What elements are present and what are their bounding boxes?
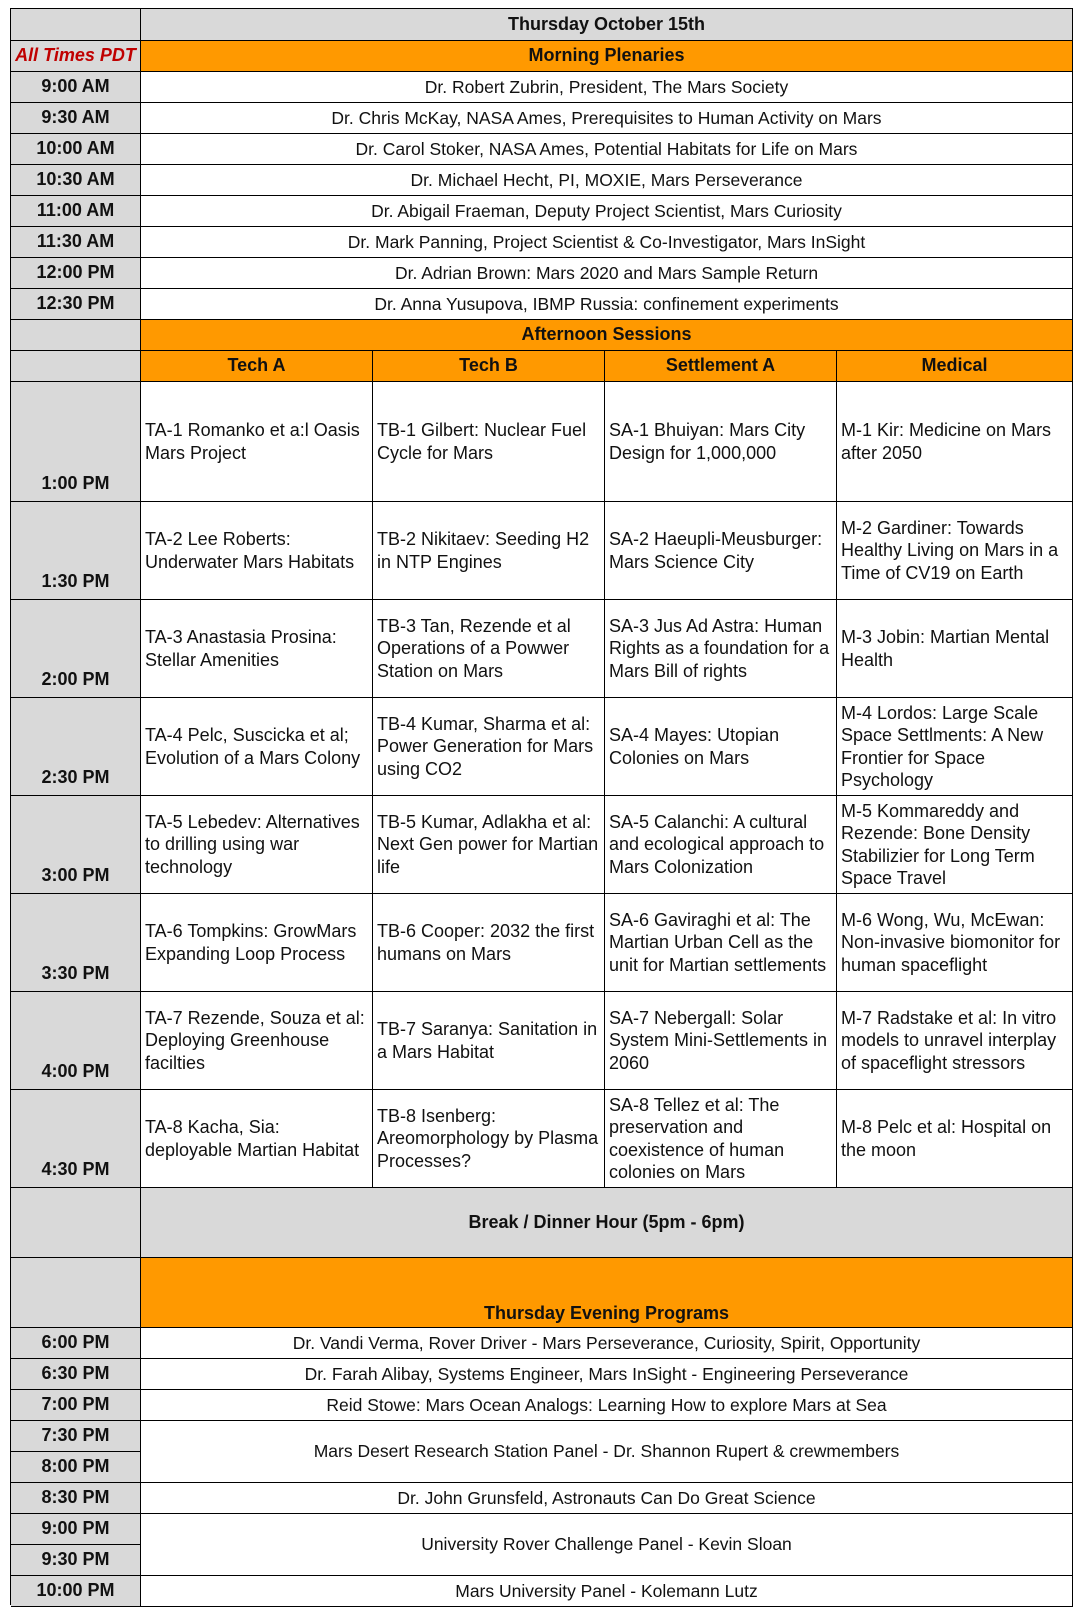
time-label-empty bbox=[11, 351, 141, 382]
time-label: 11:30 AM bbox=[11, 227, 141, 258]
time-label: 2:00 PM bbox=[11, 600, 141, 698]
plenary-talk: Dr. Robert Zubrin, President, The Mars Society bbox=[141, 72, 1073, 103]
session-cell: M-5 Kommareddy and Rezende: Bone Density Stabilizier for Long Term Space Travel bbox=[837, 796, 1073, 894]
plenary-talk: Dr. Chris McKay, NASA Ames, Prerequisites to Human Activity on Mars bbox=[141, 103, 1073, 134]
session-cell: M-7 Radstake et al: In vitro models to unravel interplay of spaceflight stressors bbox=[837, 992, 1073, 1090]
time-zone-note: All Times PDT bbox=[11, 41, 141, 72]
time-label: 1:30 PM bbox=[11, 502, 141, 600]
evening-programs-header: Thursday Evening Programs bbox=[141, 1258, 1073, 1328]
time-label: 9:00 PM bbox=[11, 1514, 141, 1545]
session-cell: SA-6 Gaviraghi et al: The Martian Urban Cell as the unit for Martian settlements bbox=[605, 894, 837, 992]
time-label: 7:00 PM bbox=[11, 1390, 141, 1421]
session-cell: TA-2 Lee Roberts: Underwater Mars Habitats bbox=[141, 502, 373, 600]
time-label: 12:30 PM bbox=[11, 289, 141, 320]
session-cell: TB-5 Kumar, Adlakha et al: Next Gen power for Martian life bbox=[373, 796, 605, 894]
break-banner: Break / Dinner Hour (5pm - 6pm) bbox=[141, 1188, 1073, 1258]
session-cell: SA-4 Mayes: Utopian Colonies on Mars bbox=[605, 698, 837, 796]
time-label: 12:00 PM bbox=[11, 258, 141, 289]
track-header: Settlement A bbox=[605, 351, 837, 382]
session-cell: M-1 Kir: Medicine on Mars after 2050 bbox=[837, 382, 1073, 502]
corner-cell bbox=[11, 9, 141, 41]
time-label-empty bbox=[11, 320, 141, 351]
session-cell: TA-8 Kacha, Sia: deployable Martian Habitat bbox=[141, 1090, 373, 1188]
time-label: 7:30 PM bbox=[11, 1421, 141, 1452]
time-label-empty bbox=[11, 1188, 141, 1258]
day-title: Thursday October 15th bbox=[141, 9, 1073, 41]
evening-talk: Dr. Farah Alibay, Systems Engineer, Mars InSight - Engineering Perseverance bbox=[141, 1359, 1073, 1390]
plenary-talk: Dr. Abigail Fraeman, Deputy Project Scientist, Mars Curiosity bbox=[141, 196, 1073, 227]
session-cell: TB-3 Tan, Rezende et al Operations of a Powwer Station on Mars bbox=[373, 600, 605, 698]
time-label: 10:00 PM bbox=[11, 1576, 141, 1607]
session-cell: TA-5 Lebedev: Alternatives to drilling using war technology bbox=[141, 796, 373, 894]
plenary-talk: Dr. Carol Stoker, NASA Ames, Potential Habitats for Life on Mars bbox=[141, 134, 1073, 165]
schedule-table bbox=[10, 8, 1073, 1605]
session-cell: TB-6 Cooper: 2032 the first humans on Mars bbox=[373, 894, 605, 992]
time-label: 3:00 PM bbox=[11, 796, 141, 894]
time-label: 8:30 PM bbox=[11, 1483, 141, 1514]
session-cell: TA-3 Anastasia Prosina: Stellar Amenities bbox=[141, 600, 373, 698]
plenary-talk: Dr. Mark Panning, Project Scientist & Co-Investigator, Mars InSight bbox=[141, 227, 1073, 258]
evening-talk: Mars Desert Research Station Panel - Dr. Shannon Rupert & crewmembers bbox=[141, 1421, 1073, 1483]
session-cell: TB-1 Gilbert: Nuclear Fuel Cycle for Mars bbox=[373, 382, 605, 502]
track-header: Medical bbox=[837, 351, 1073, 382]
session-cell: M-2 Gardiner: Towards Healthy Living on Mars in a Time of CV19 on Earth bbox=[837, 502, 1073, 600]
time-label: 4:30 PM bbox=[11, 1090, 141, 1188]
time-label: 6:00 PM bbox=[11, 1328, 141, 1359]
session-cell: M-6 Wong, Wu, McEwan: Non-invasive biomonitor for human spaceflight bbox=[837, 894, 1073, 992]
time-label: 10:30 AM bbox=[11, 165, 141, 196]
session-cell: SA-7 Nebergall: Solar System Mini-Settlements in 2060 bbox=[605, 992, 837, 1090]
session-cell: M-3 Jobin: Martian Mental Health bbox=[837, 600, 1073, 698]
session-cell: TA-7 Rezende, Souza et al: Deploying Greenhouse facilties bbox=[141, 992, 373, 1090]
time-label: 9:30 AM bbox=[11, 103, 141, 134]
session-cell: TB-8 Isenberg: Areomorphology by Plasma Processes? bbox=[373, 1090, 605, 1188]
plenary-talk: Dr. Anna Yusupova, IBMP Russia: confinement experiments bbox=[141, 289, 1073, 320]
time-label: 1:00 PM bbox=[11, 382, 141, 502]
evening-talk: Reid Stowe: Mars Ocean Analogs: Learning How to explore Mars at Sea bbox=[141, 1390, 1073, 1421]
evening-talk: Mars University Panel - Kolemann Lutz bbox=[141, 1576, 1073, 1607]
session-cell: TB-7 Saranya: Sanitation in a Mars Habitat bbox=[373, 992, 605, 1090]
session-cell: TA-1 Romanko et a:l Oasis Mars Project bbox=[141, 382, 373, 502]
afternoon-sessions-header: Afternoon Sessions bbox=[141, 320, 1073, 351]
track-header: Tech A bbox=[141, 351, 373, 382]
evening-talk: Dr. John Grunsfeld, Astronauts Can Do Great Science bbox=[141, 1483, 1073, 1514]
session-cell: TA-4 Pelc, Suscicka et al; Evolution of a Mars Colony bbox=[141, 698, 373, 796]
session-cell: TB-4 Kumar, Sharma et al: Power Generation for Mars using CO2 bbox=[373, 698, 605, 796]
evening-talk: Dr. Vandi Verma, Rover Driver - Mars Perseverance, Curiosity, Spirit, Opportunity bbox=[141, 1328, 1073, 1359]
time-label: 8:00 PM bbox=[11, 1452, 141, 1483]
session-cell: SA-5 Calanchi: A cultural and ecological approach to Mars Colonization bbox=[605, 796, 837, 894]
track-header: Tech B bbox=[373, 351, 605, 382]
time-label: 2:30 PM bbox=[11, 698, 141, 796]
session-cell: SA-2 Haeupli-Meusburger: Mars Science City bbox=[605, 502, 837, 600]
time-label: 6:30 PM bbox=[11, 1359, 141, 1390]
time-label: 9:00 AM bbox=[11, 72, 141, 103]
time-label: 11:00 AM bbox=[11, 196, 141, 227]
session-cell: SA-8 Tellez et al: The preservation and coexistence of human colonies on Mars bbox=[605, 1090, 837, 1188]
time-label-empty bbox=[11, 1258, 141, 1328]
plenary-talk: Dr. Adrian Brown: Mars 2020 and Mars Sample Return bbox=[141, 258, 1073, 289]
evening-talk: University Rover Challenge Panel - Kevin Sloan bbox=[141, 1514, 1073, 1576]
time-label: 9:30 PM bbox=[11, 1545, 141, 1576]
session-cell: TB-2 Nikitaev: Seeding H2 in NTP Engines bbox=[373, 502, 605, 600]
session-cell: M-8 Pelc et al: Hospital on the moon bbox=[837, 1090, 1073, 1188]
time-label: 4:00 PM bbox=[11, 992, 141, 1090]
session-cell: M-4 Lordos: Large Scale Space Settlments: A New Frontier for Space Psychology bbox=[837, 698, 1073, 796]
session-cell: TA-6 Tompkins: GrowMars Expanding Loop Process bbox=[141, 894, 373, 992]
morning-plenaries-header: Morning Plenaries bbox=[141, 41, 1073, 72]
time-label: 3:30 PM bbox=[11, 894, 141, 992]
session-cell: SA-3 Jus Ad Astra: Human Rights as a foundation for a Mars Bill of rights bbox=[605, 600, 837, 698]
session-cell: SA-1 Bhuiyan: Mars City Design for 1,000,000 bbox=[605, 382, 837, 502]
plenary-talk: Dr. Michael Hecht, PI, MOXIE, Mars Perseverance bbox=[141, 165, 1073, 196]
time-label: 10:00 AM bbox=[11, 134, 141, 165]
